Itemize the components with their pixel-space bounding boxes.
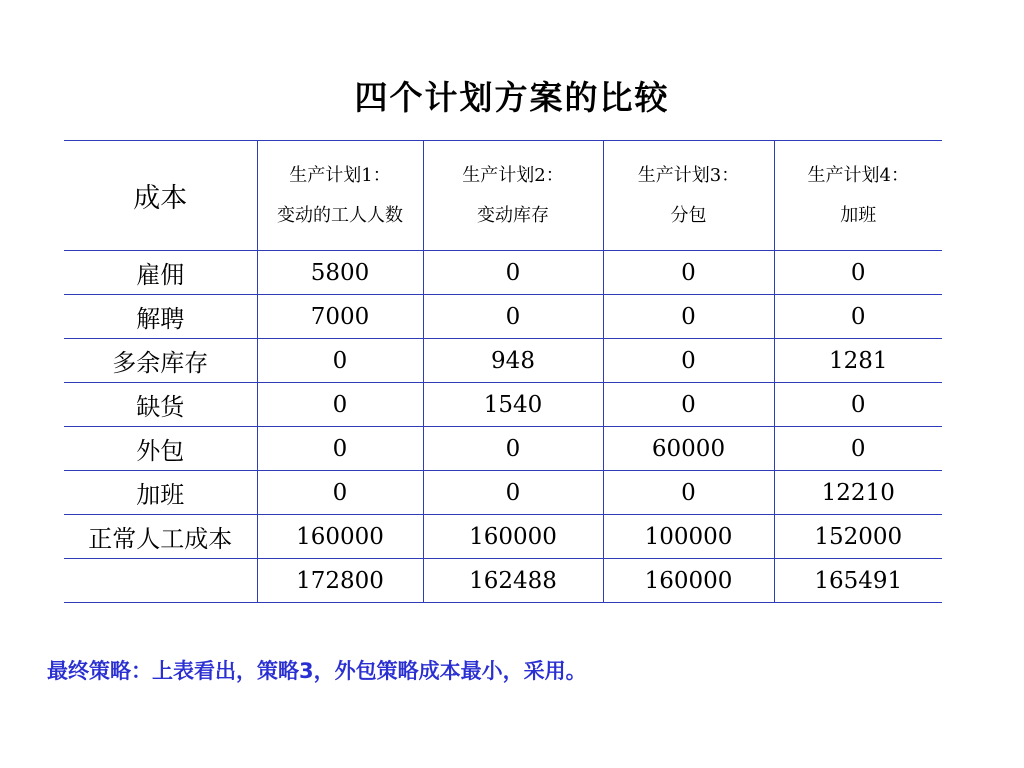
row-label: 多余库存 — [64, 339, 257, 383]
table-row — [64, 251, 942, 295]
table-cell: 0 — [257, 339, 423, 383]
cost-comparison-table — [64, 140, 942, 603]
table-row — [64, 339, 942, 383]
table-cell: 0 — [603, 383, 774, 427]
table-cell: 160000 — [257, 515, 423, 559]
table-total-row — [64, 559, 942, 603]
table-cell: 152000 — [774, 515, 942, 559]
table-row — [64, 471, 942, 515]
row-label: 雇佣 — [64, 251, 257, 295]
row-label: 解聘 — [64, 295, 257, 339]
plan-header-subtitle: 变动库存 — [477, 204, 549, 226]
plan-header-title: 生产计划2： — [462, 164, 564, 186]
table-cell: 0 — [423, 295, 603, 339]
table-cell: 7000 — [257, 295, 423, 339]
page-title: 四个计划方案的比较 — [354, 78, 670, 117]
plan-header-title: 生产计划1： — [289, 164, 391, 186]
table-cell: 1281 — [774, 339, 942, 383]
row-label — [64, 559, 257, 603]
plan-header-1 — [257, 141, 423, 251]
row-label: 正常人工成本 — [64, 515, 257, 559]
corner-label: 成本 — [64, 141, 257, 251]
table-cell: 5800 — [257, 251, 423, 295]
plan-header-title: 生产计划3： — [637, 164, 740, 186]
table-cell: 0 — [603, 339, 774, 383]
plan-header-subtitle: 加班 — [840, 204, 877, 226]
table-cell: 12210 — [774, 471, 942, 515]
row-label: 外包 — [64, 427, 257, 471]
plan-header-subtitle: 变动的工人人数 — [277, 204, 403, 226]
plan-header-title: 生产计划4： — [807, 164, 909, 186]
table-cell: 0 — [774, 251, 942, 295]
table-cell: 0 — [257, 383, 423, 427]
table-cell: 0 — [774, 427, 942, 471]
table-cell: 0 — [257, 471, 423, 515]
plan-header-3 — [603, 141, 774, 251]
table-cell: 0 — [257, 427, 423, 471]
table-row — [64, 427, 942, 471]
table-cell: 60000 — [603, 427, 774, 471]
table-cell: 1540 — [423, 383, 603, 427]
table-cell: 0 — [423, 427, 603, 471]
table-cell: 0 — [423, 251, 603, 295]
table-cell: 0 — [603, 251, 774, 295]
table-cell: 100000 — [603, 515, 774, 559]
table-cell: 0 — [603, 295, 774, 339]
plan-header-4 — [774, 141, 942, 251]
table-cell: 0 — [774, 295, 942, 339]
table-cell: 0 — [774, 383, 942, 427]
table-cell: 160000 — [603, 559, 774, 603]
conclusion-text: 最终策略：上表看出，策略3，外包策略成本最小，采用。 — [47, 659, 587, 683]
table-cell: 162488 — [423, 559, 603, 603]
table-header-row — [64, 141, 942, 251]
table-cell: 160000 — [423, 515, 603, 559]
table-row — [64, 515, 942, 559]
table-cell: 0 — [423, 471, 603, 515]
plan-header-2 — [423, 141, 603, 251]
table-cell: 165491 — [774, 559, 942, 603]
table-cell: 172800 — [257, 559, 423, 603]
table-cell: 0 — [603, 471, 774, 515]
table-cell: 948 — [423, 339, 603, 383]
row-label: 缺货 — [64, 383, 257, 427]
plan-header-subtitle: 分包 — [670, 204, 707, 226]
table-row — [64, 383, 942, 427]
table-row — [64, 295, 942, 339]
row-label: 加班 — [64, 471, 257, 515]
